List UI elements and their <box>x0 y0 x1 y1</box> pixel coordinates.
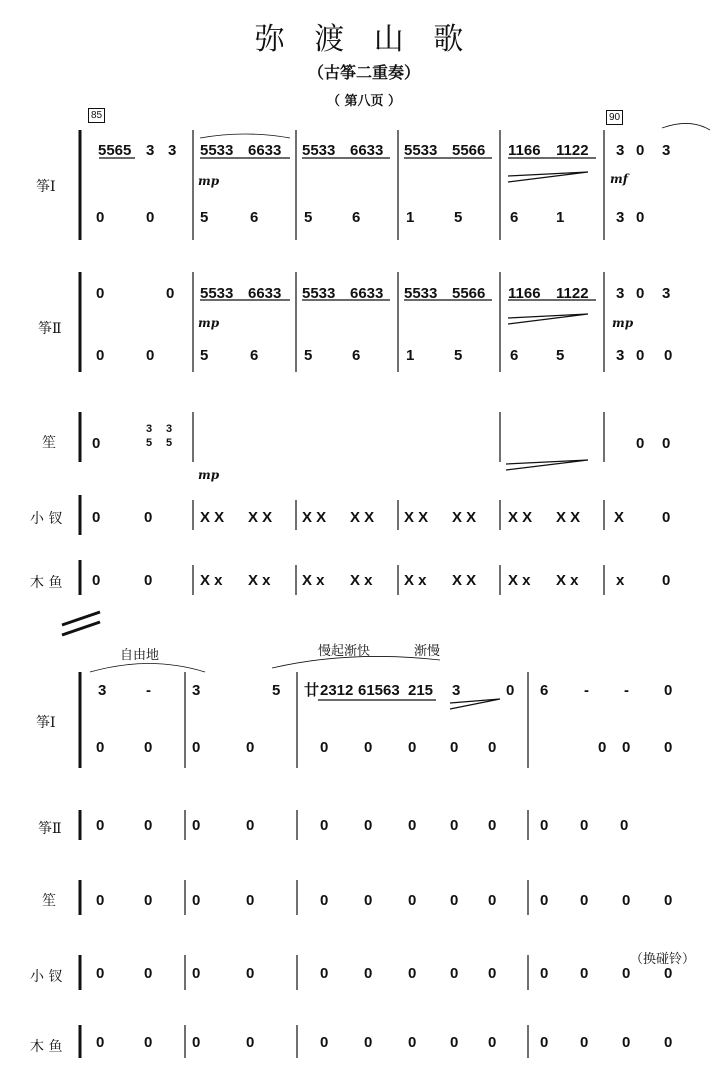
note: 3 <box>98 682 107 699</box>
note: X x <box>248 572 271 589</box>
dynamic-mf: mf <box>610 172 628 186</box>
note: 0 <box>408 892 417 909</box>
note: - <box>146 682 151 699</box>
note: 6633 <box>350 142 384 159</box>
note: 3 <box>146 142 155 159</box>
score-title: 弥 渡 山 歌 <box>254 22 474 57</box>
note: 5 <box>556 347 565 364</box>
note: 0 <box>450 892 459 909</box>
note: 0 <box>246 1034 255 1051</box>
note: 0 <box>636 209 645 226</box>
note: 0 <box>364 965 373 982</box>
note: 0 <box>662 572 671 589</box>
note: 5566 <box>452 285 486 302</box>
note: 0 <box>664 1034 673 1051</box>
note: X x <box>556 572 579 589</box>
note: 0 <box>664 892 673 909</box>
note: 3 <box>616 347 625 364</box>
note: 0 <box>488 817 497 834</box>
note: 0 <box>620 817 629 834</box>
note: 0 <box>622 739 631 756</box>
note: 0 <box>450 1034 459 1051</box>
note: 6 <box>352 347 361 364</box>
note: 1 <box>406 209 415 226</box>
label-xiaobo-s2: 小 钗 <box>30 969 63 985</box>
note: 5533 <box>404 285 438 302</box>
note: 0 <box>662 435 671 452</box>
note: 0 <box>664 965 673 982</box>
note: 3 <box>662 142 671 159</box>
note: 0 <box>662 509 671 526</box>
note: 6 <box>250 347 259 364</box>
note: 6 <box>352 209 361 226</box>
note: 6 <box>510 347 519 364</box>
note: 0 <box>96 965 105 982</box>
note: 0 <box>450 739 459 756</box>
note: 0 <box>408 739 417 756</box>
note: 0 <box>580 817 589 834</box>
note: 0 <box>488 1034 497 1051</box>
note: 0 <box>540 817 549 834</box>
note: 0 <box>144 572 153 589</box>
note: 0 <box>488 892 497 909</box>
note: X X <box>248 509 273 526</box>
dynamic-mp: mp <box>198 468 220 482</box>
expression-accel: 慢起渐快 <box>318 644 371 659</box>
note: 5 <box>454 209 463 226</box>
expression-change: （换碰铃） <box>630 952 696 967</box>
note: 0 <box>320 817 329 834</box>
note: 6 <box>250 209 259 226</box>
note: 6633 <box>350 285 384 302</box>
note: x <box>616 572 625 589</box>
note: 6 <box>510 209 519 226</box>
note: 0 <box>636 285 645 302</box>
note: 0 <box>506 682 515 699</box>
note: 3 <box>616 285 625 302</box>
note: 3 <box>662 285 671 302</box>
note: 2312 <box>320 682 354 699</box>
note: 0 <box>598 739 607 756</box>
note: 0 <box>364 892 373 909</box>
label-sheng: 笙 <box>42 435 56 451</box>
note: 5 <box>166 437 173 449</box>
note: 5533 <box>404 142 438 159</box>
note: 0 <box>664 682 673 699</box>
note: 廿 <box>304 682 320 699</box>
note: 0 <box>364 1034 373 1051</box>
note: 6 <box>540 682 549 699</box>
note: 0 <box>146 347 155 364</box>
note: 0 <box>622 1034 631 1051</box>
note: 0 <box>636 435 645 452</box>
note: 0 <box>246 817 255 834</box>
note: 0 <box>540 892 549 909</box>
note: 5533 <box>200 285 234 302</box>
note: 0 <box>192 965 201 982</box>
note: 1122 <box>556 285 589 302</box>
note: 61563 <box>358 682 400 699</box>
note: 1 <box>406 347 415 364</box>
note: 1166 <box>508 142 541 159</box>
note: 0 <box>488 965 497 982</box>
note: 0 <box>144 892 153 909</box>
note: 0 <box>96 817 105 834</box>
label-xiaobo: 小 钗 <box>30 511 63 527</box>
note: X X <box>508 509 533 526</box>
note: X x <box>404 572 427 589</box>
note: 0 <box>192 817 201 834</box>
note: 5 <box>304 209 313 226</box>
note: 5533 <box>200 142 234 159</box>
note: X X <box>350 509 375 526</box>
note: 0 <box>192 892 201 909</box>
rehearsal-mark-90: 90 <box>606 110 623 125</box>
note: 0 <box>450 817 459 834</box>
note: - <box>584 682 589 699</box>
label-muyu: 木 鱼 <box>30 575 63 591</box>
label-sheng-s2: 笙 <box>42 893 56 909</box>
note: 0 <box>636 142 645 159</box>
note: 0 <box>320 739 329 756</box>
note: 5 <box>200 209 209 226</box>
note: 215 <box>408 682 434 699</box>
expression-rit: 渐慢 <box>414 644 441 659</box>
note: 5565 <box>98 142 132 159</box>
note: X <box>614 509 625 526</box>
note: 3 <box>146 423 153 435</box>
note: X x <box>200 572 223 589</box>
note: X X <box>452 572 477 589</box>
note: 5 <box>454 347 463 364</box>
note: 0 <box>144 1034 153 1051</box>
note: X X <box>302 509 327 526</box>
note: 0 <box>246 892 255 909</box>
note: 0 <box>96 209 105 226</box>
note: 0 <box>580 965 589 982</box>
note: 0 <box>664 347 673 364</box>
note: 0 <box>166 285 175 302</box>
note: X x <box>350 572 373 589</box>
note: 5566 <box>452 142 486 159</box>
note: 0 <box>664 739 673 756</box>
note: 0 <box>408 817 417 834</box>
note: X X <box>200 509 225 526</box>
note: 0 <box>636 347 645 364</box>
note: X X <box>556 509 581 526</box>
note: 6633 <box>248 142 282 159</box>
note: 5 <box>200 347 209 364</box>
note: 0 <box>580 892 589 909</box>
note: X x <box>302 572 325 589</box>
label-zheng1: 筝Ⅰ <box>36 179 56 195</box>
note: - <box>624 682 629 699</box>
note: 3 <box>192 682 201 699</box>
note: 0 <box>408 965 417 982</box>
note: 0 <box>540 965 549 982</box>
note: 3 <box>616 209 625 226</box>
rehearsal-mark-85: 85 <box>88 108 105 123</box>
note: 5533 <box>302 142 336 159</box>
dynamic-mp: mp <box>612 316 634 330</box>
note: 6633 <box>248 285 282 302</box>
note: 0 <box>144 817 153 834</box>
note: 0 <box>364 817 373 834</box>
note: 0 <box>192 739 201 756</box>
note: 0 <box>450 965 459 982</box>
note: 0 <box>92 435 101 452</box>
note: 0 <box>364 739 373 756</box>
note: 0 <box>96 739 105 756</box>
note: 0 <box>92 509 101 526</box>
expression-free: 自由地 <box>120 648 160 663</box>
note: 0 <box>96 285 105 302</box>
note: 0 <box>320 1034 329 1051</box>
note: 0 <box>146 209 155 226</box>
note: 1122 <box>556 142 589 159</box>
note: X x <box>508 572 531 589</box>
note: 3 <box>166 423 173 435</box>
note: X X <box>404 509 429 526</box>
note: 0 <box>96 347 105 364</box>
note: 5 <box>304 347 313 364</box>
label-muyu-s2: 木 鱼 <box>30 1039 63 1055</box>
note: 0 <box>622 965 631 982</box>
label-zheng1-s2: 筝Ⅰ <box>36 715 56 731</box>
note: 0 <box>144 739 153 756</box>
note: 5533 <box>302 285 336 302</box>
note: 0 <box>246 965 255 982</box>
note: 1166 <box>508 285 541 302</box>
note: X X <box>452 509 477 526</box>
label-zheng2-s2: 筝Ⅱ <box>38 821 62 837</box>
note: 3 <box>616 142 625 159</box>
note: 0 <box>580 1034 589 1051</box>
note: 0 <box>144 509 153 526</box>
note: 0 <box>246 739 255 756</box>
note: 0 <box>320 892 329 909</box>
label-zheng2: 筝Ⅱ <box>38 321 62 337</box>
note: 0 <box>192 1034 201 1051</box>
page-label: （ 第八页 ） <box>326 94 402 109</box>
note: 0 <box>144 965 153 982</box>
note: 3 <box>452 682 461 699</box>
note: 0 <box>96 892 105 909</box>
note: 1 <box>556 209 565 226</box>
note: 0 <box>540 1034 549 1051</box>
note: 0 <box>408 1034 417 1051</box>
score-subtitle: （古筝二重奏） <box>307 63 420 82</box>
note: 5 <box>146 437 153 449</box>
dynamic-mp: mp <box>198 316 220 330</box>
note: 0 <box>96 1034 105 1051</box>
note: 0 <box>488 739 497 756</box>
note: 0 <box>622 892 631 909</box>
note: 3 <box>168 142 177 159</box>
note: 0 <box>320 965 329 982</box>
note: 0 <box>92 572 101 589</box>
dynamic-mp: mp <box>198 174 220 188</box>
note: 5 <box>272 682 281 699</box>
